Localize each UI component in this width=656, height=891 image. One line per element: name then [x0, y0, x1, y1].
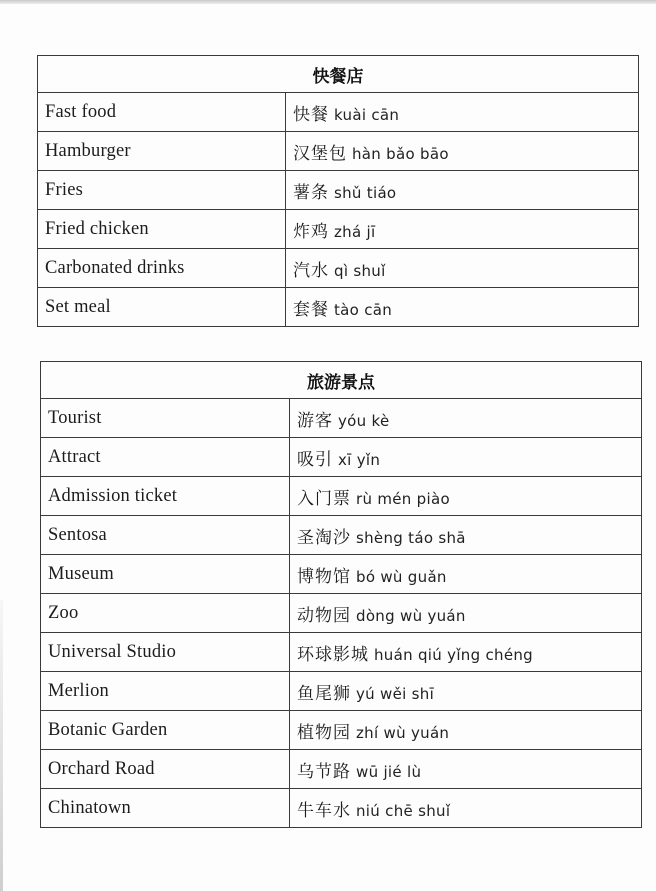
chinese-term-cell	[290, 789, 642, 828]
chinese-term-cell	[286, 132, 639, 171]
chinese-term-cell	[290, 477, 642, 516]
pinyin: dòng wù yuán	[356, 606, 466, 625]
english-term: Museum	[41, 555, 290, 594]
pinyin: bó wù guǎn	[356, 567, 447, 586]
chinese-characters: 游客	[297, 410, 333, 431]
chinese-term-cell	[290, 516, 642, 555]
chinese-characters: 汽水	[293, 260, 329, 281]
table-row	[38, 210, 639, 249]
table-row	[41, 789, 642, 828]
table-row	[38, 93, 639, 132]
table-title: 旅游景点	[41, 362, 642, 399]
table-header-row	[38, 56, 639, 93]
english-term: Fries	[38, 171, 286, 210]
chinese-characters: 环球影城	[297, 644, 369, 665]
chinese-term-cell	[286, 93, 639, 132]
chinese-term-cell	[290, 633, 642, 672]
chinese-term-cell	[286, 210, 639, 249]
table-row	[41, 594, 642, 633]
chinese-characters: 植物园	[297, 722, 351, 743]
pinyin: rù mén piào	[356, 489, 450, 508]
chinese-term-cell	[290, 594, 642, 633]
pinyin: qì shuǐ	[334, 261, 386, 280]
chinese-characters: 牛车水	[297, 800, 351, 821]
chinese-characters: 套餐	[293, 299, 329, 320]
english-term: Attract	[41, 438, 290, 477]
chinese-term-cell	[290, 672, 642, 711]
english-term: Admission ticket	[41, 477, 290, 516]
pinyin: xī yǐn	[338, 450, 381, 469]
pinyin: shǔ tiáo	[334, 183, 397, 202]
english-term: Tourist	[41, 399, 290, 438]
pinyin: niú chē shuǐ	[356, 801, 451, 820]
chinese-characters: 吸引	[297, 449, 333, 470]
table-row	[41, 672, 642, 711]
page-left-edge-shadow	[0, 600, 3, 891]
chinese-characters: 圣淘沙	[297, 527, 351, 548]
chinese-characters: 入门票	[297, 488, 351, 509]
english-term: Orchard Road	[41, 750, 290, 789]
chinese-characters: 动物园	[297, 605, 351, 626]
chinese-term-cell	[290, 438, 642, 477]
chinese-term-cell	[290, 399, 642, 438]
pinyin: yú wěi shī	[356, 684, 435, 703]
table-row	[41, 516, 642, 555]
chinese-term-cell	[290, 555, 642, 594]
chinese-characters: 炸鸡	[293, 221, 329, 242]
table-row	[41, 555, 642, 594]
english-term: Botanic Garden	[41, 711, 290, 750]
chinese-term-cell	[286, 288, 639, 327]
english-term: Carbonated drinks	[38, 249, 286, 288]
table-row	[41, 750, 642, 789]
pinyin: shèng táo shā	[356, 528, 466, 547]
chinese-characters: 博物馆	[297, 566, 351, 587]
pinyin: zhá jī	[334, 222, 376, 241]
table-body	[41, 399, 642, 828]
chinese-characters: 乌节路	[297, 761, 351, 782]
chinese-characters: 汉堡包	[293, 143, 347, 164]
table-row	[41, 477, 642, 516]
english-term: Set meal	[38, 288, 286, 327]
chinese-term-cell	[286, 171, 639, 210]
table-title: 快餐店	[38, 56, 639, 93]
chinese-characters: 鱼尾狮	[297, 683, 351, 704]
chinese-term-cell	[286, 249, 639, 288]
table-row	[41, 438, 642, 477]
english-term: Merlion	[41, 672, 290, 711]
english-term: Hamburger	[38, 132, 286, 171]
english-term: Fast food	[38, 93, 286, 132]
english-term: Zoo	[41, 594, 290, 633]
pinyin: kuài cān	[334, 105, 400, 124]
table-row	[38, 249, 639, 288]
table-row	[41, 399, 642, 438]
pinyin: tào cān	[334, 300, 393, 319]
english-term: Sentosa	[41, 516, 290, 555]
table-row	[38, 132, 639, 171]
pinyin: yóu kè	[338, 411, 390, 430]
table-body	[38, 93, 639, 327]
pinyin: wū jié lù	[356, 762, 422, 781]
pinyin: hàn bǎo bāo	[352, 144, 449, 163]
chinese-characters: 薯条	[293, 182, 329, 203]
chinese-characters: 快餐	[293, 104, 329, 125]
table-row	[38, 171, 639, 210]
chinese-term-cell	[290, 711, 642, 750]
vocab-table-fast-food	[37, 55, 639, 327]
page-top-edge-shadow	[0, 0, 656, 4]
english-term: Chinatown	[41, 789, 290, 828]
table-row	[41, 633, 642, 672]
chinese-term-cell	[290, 750, 642, 789]
english-term: Fried chicken	[38, 210, 286, 249]
pinyin: huán qiú yǐng chéng	[374, 645, 533, 664]
english-term: Universal Studio	[41, 633, 290, 672]
table-row	[38, 288, 639, 327]
pinyin: zhí wù yuán	[356, 723, 450, 742]
table-header-row	[41, 362, 642, 399]
vocab-table-tourist-attractions	[40, 361, 642, 828]
table-row	[41, 711, 642, 750]
